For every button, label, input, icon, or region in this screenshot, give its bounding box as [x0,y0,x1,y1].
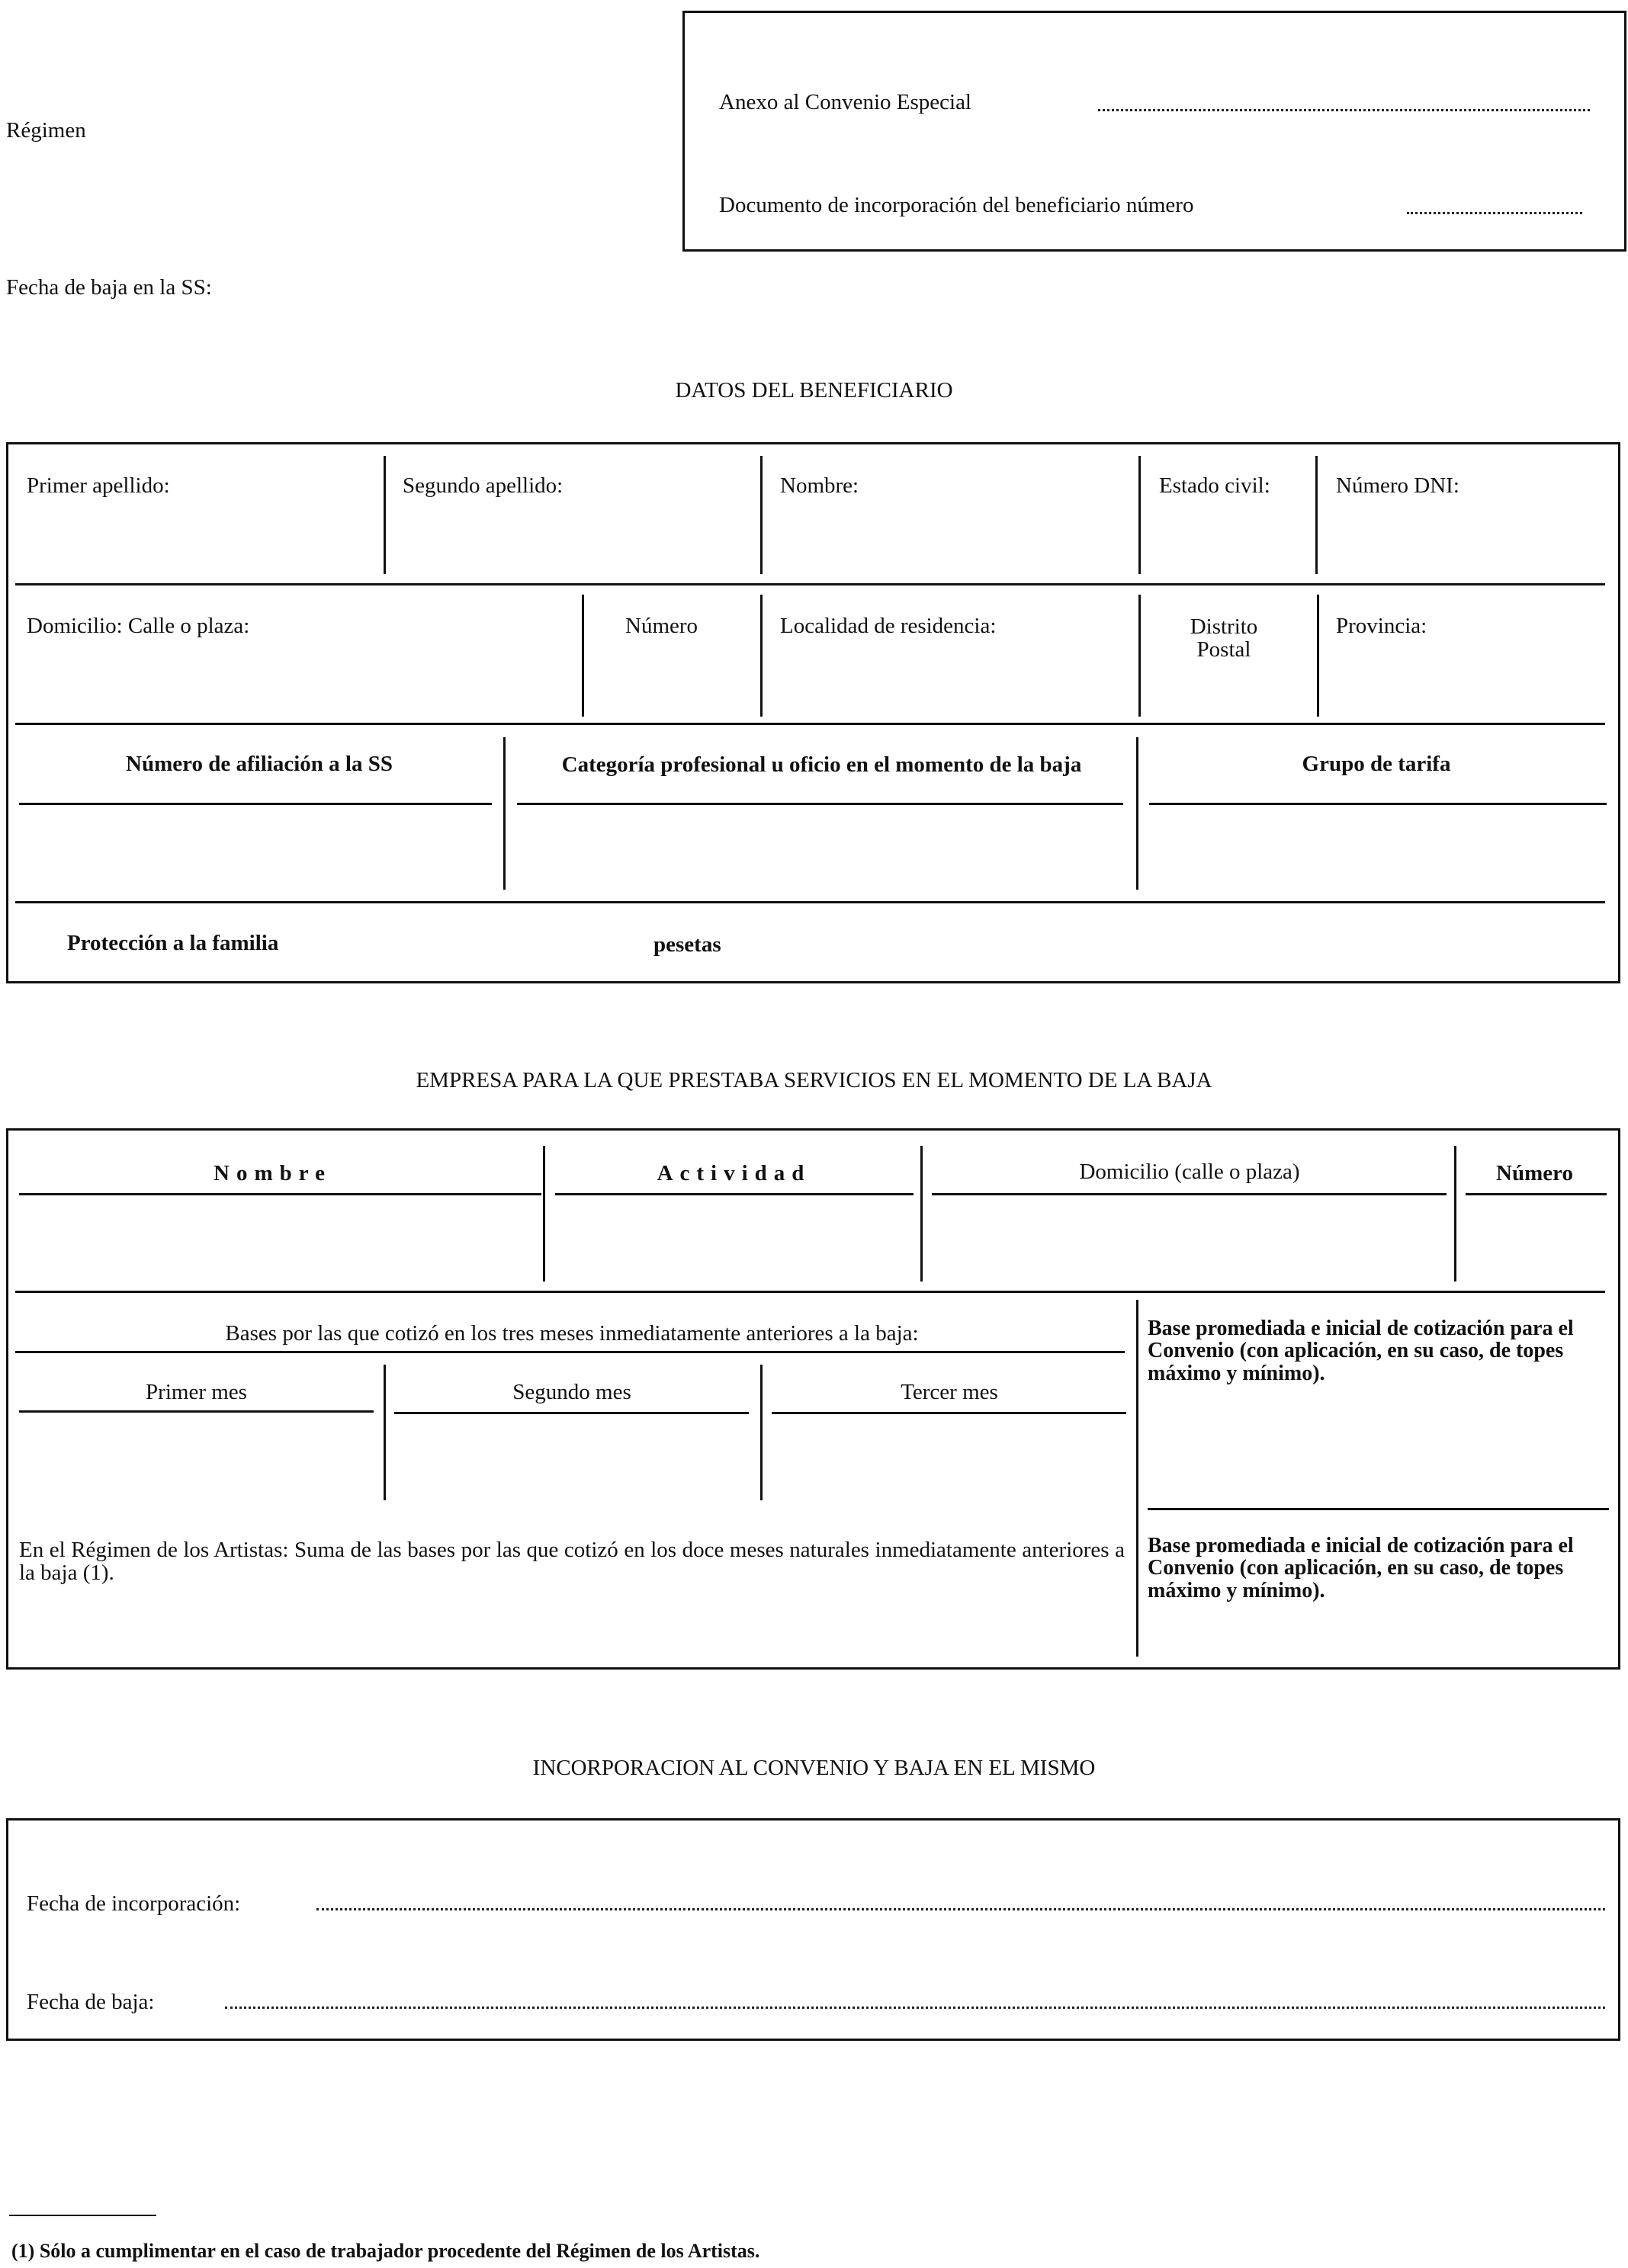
segundo-mes-label: Segundo mes [512,1380,631,1404]
cell-underline [394,1412,749,1414]
bases-label: Bases por las que cotizó en los tres meses inmediatamente anteriores a la baja: [225,1321,919,1346]
proteccion-familia-label: Protección a la familia [67,931,279,955]
row-divider [15,583,1605,585]
cell-underline [517,803,1123,805]
cell-underline [1148,1508,1609,1510]
divider [1317,595,1319,717]
cell-underline [19,803,492,805]
nombre-label: Nombre: [780,473,859,498]
estado-civil-label: Estado civil: [1159,473,1270,498]
divider [1454,1146,1456,1282]
divider [760,1365,763,1500]
divider [384,1365,386,1500]
divider [1136,737,1138,890]
footnote-rule [9,2215,156,2216]
divider [543,1146,545,1282]
divider [920,1146,923,1282]
localidad-label: Localidad de residencia: [780,614,997,638]
fecha-incorporacion-label: Fecha de incorporación: [27,1891,241,1916]
regimen-label: Régimen [6,118,86,143]
grupo-tarifa-label: Grupo de tarifa [1302,752,1451,776]
divider [384,456,386,574]
numero-label: Número [625,614,698,638]
anexo-field[interactable] [1098,109,1590,111]
primer-mes-label: Primer mes [146,1380,247,1404]
domicilio-label: Domicilio: Calle o plaza: [27,614,250,638]
divider [1315,456,1318,574]
row-divider [15,1291,1605,1293]
divider [1136,1300,1138,1657]
incorporacion-title: INCORPORACION AL CONVENIO Y BAJA EN EL MISMO [532,1756,1096,1780]
cell-underline [1466,1193,1607,1195]
segundo-apellido-label: Segundo apellido: [403,473,564,498]
cell-underline [555,1193,914,1195]
fecha-baja-label: Fecha de baja: [27,1990,155,2014]
base-promediada-2-label: Base promediada e inicial de cotización para el Convenio (con aplicación, en su caso, de topes máximo y mínimo). [1148,1534,1574,1602]
fecha-baja-field[interactable] [225,2007,1605,2009]
fecha-baja-ss-label: Fecha de baja en la SS: [6,275,212,300]
artistas-label: En el Régimen de los Artistas: Suma de las bases por las que cotizó en los doce meses naturales inmediatamente anteriores a la baja (1). [19,1538,1125,1586]
cell-underline [19,1410,374,1413]
empresa-domicilio-label: Domicilio (calle o plaza) [1079,1160,1300,1184]
divider [760,456,763,574]
cell-underline [15,1351,1125,1353]
pesetas-label: pesetas [653,932,721,957]
divider [582,595,584,717]
cell-underline [1149,803,1607,805]
footnote-text: (1) Sólo a cumplimentar en el caso de trabajador procedente del Régimen de los Artistas. [11,2240,760,2262]
documento-label: Documento de incorporación del beneficiario número [719,193,1194,217]
beneficiario-title: DATOS DEL BENEFICIARIO [675,378,953,403]
documento-numero-field[interactable] [1407,212,1582,214]
anexo-label: Anexo al Convenio Especial [719,90,971,114]
categoria-label: Categoría profesional u oficio en el momento de la baja [561,752,1082,777]
tercer-mes-label: Tercer mes [901,1380,998,1404]
cell-underline [19,1193,541,1195]
distrito-postal-label: Distrito Postal [1190,614,1258,662]
primer-apellido-label: Primer apellido: [27,473,170,498]
numero-afiliacion-label: Número de afiliación a la SS [126,752,393,776]
row-divider [15,723,1605,725]
cell-underline [772,1412,1126,1414]
divider [503,737,506,890]
cell-underline [932,1193,1447,1195]
empresa-actividad-label: Actividad [657,1161,811,1185]
row-divider [15,901,1605,903]
empresa-nombre-label: Nombre [214,1161,332,1185]
numero-dni-label: Número DNI: [1336,473,1459,498]
divider [1138,456,1141,574]
fecha-incorporacion-field[interactable] [316,1908,1605,1910]
empresa-title: EMPRESA PARA LA QUE PRESTABA SERVICIOS EN EL MOMENTO DE LA BAJA [416,1068,1212,1092]
base-promediada-1-label: Base promediada e inicial de cotización para el Convenio (con aplicación, en su caso, de topes máximo y mínimo). [1148,1317,1574,1385]
divider [760,595,763,717]
divider [1138,595,1141,717]
provincia-label: Provincia: [1336,614,1427,638]
empresa-numero-label: Número [1496,1161,1573,1185]
